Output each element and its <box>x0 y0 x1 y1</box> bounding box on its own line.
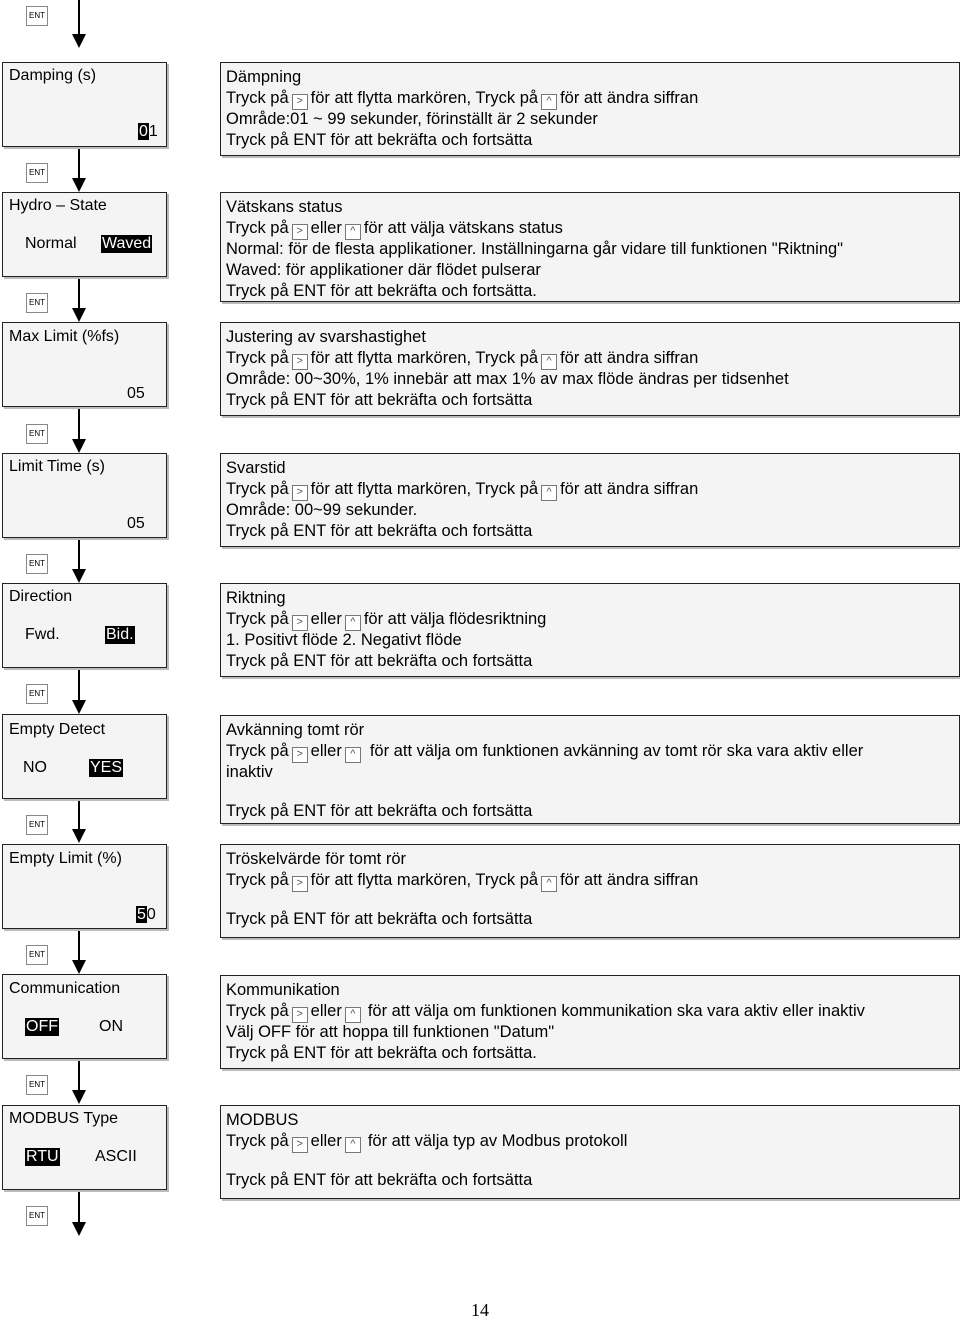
value-digit: 0 <box>146 906 156 923</box>
option-waved-selected: Waved <box>102 235 152 252</box>
screen-title: Max Limit (%fs) <box>9 328 120 345</box>
text: för att ändra siffran <box>560 349 699 367</box>
description-box-empty-limit <box>220 844 960 938</box>
lcd-screen-empty-detect <box>2 714 167 799</box>
arrow-right-key-icon: > <box>292 94 308 110</box>
arrow-right-key-icon: > <box>292 1137 308 1153</box>
description-line <box>226 349 698 370</box>
text: för att flytta markören, Tryck på <box>310 871 539 889</box>
screen-value <box>136 906 156 924</box>
text: Tryck på <box>226 742 289 760</box>
arrow-right-key-icon: > <box>292 1007 308 1023</box>
description-title: Dämpning <box>226 68 302 86</box>
arrow-right-key-icon: > <box>292 485 308 501</box>
description-line <box>226 219 563 240</box>
description-title: Kommunikation <box>226 981 340 999</box>
text: Tryck på <box>226 219 289 237</box>
description-box-max-limit <box>220 322 960 416</box>
arrow-down-icon <box>72 34 86 48</box>
description-box-empty-detect <box>220 715 960 824</box>
flow-line <box>78 798 80 829</box>
option-off-selected: OFF <box>26 1018 58 1035</box>
description-line <box>226 480 698 501</box>
description-box-communication <box>220 975 960 1069</box>
flow-line <box>78 928 80 960</box>
description-line: Välj OFF för att hoppa till funktionen "Datum" <box>226 1023 555 1041</box>
text: för att välja typ av Modbus protokoll <box>367 1132 628 1150</box>
description-line: Tryck på ENT för att bekräfta och fortsätta. <box>226 1044 537 1062</box>
text: för att flytta markören, Tryck på <box>310 89 539 107</box>
text: eller <box>310 1132 342 1150</box>
flow-line <box>78 1058 80 1090</box>
lcd-screen-empty-limit <box>2 844 167 929</box>
description-box-hydro-state <box>220 192 960 302</box>
description-line: 1. Positivt flöde 2. Negativt flöde <box>226 631 462 649</box>
text: för att välja vätskans status <box>363 219 563 237</box>
screen-title: MODBUS Type <box>9 1110 119 1127</box>
screen-title: Communication <box>9 980 121 997</box>
cursor-digit: 5 <box>137 906 146 923</box>
description-line <box>226 1132 627 1153</box>
description-line: Tryck på ENT för att bekräfta och fortsätta <box>226 1171 533 1189</box>
text: Tryck på <box>226 871 289 889</box>
option-no: NO <box>23 759 47 776</box>
arrow-up-key-icon: ^ <box>345 1007 361 1023</box>
text: för att ändra siffran <box>560 871 699 889</box>
description-title: Svarstid <box>226 459 286 477</box>
description-box-modbus <box>220 1105 960 1199</box>
screen-value: 05 <box>127 515 145 532</box>
screen-title: Empty Limit (%) <box>9 850 122 867</box>
text: för att välja flödesriktning <box>363 610 547 628</box>
text: eller <box>310 742 342 760</box>
description-line: Normal: för de flesta applikationer. Inställningarna går vidare till funktionen "Riktning" <box>226 240 844 258</box>
lcd-screen-max-limit <box>2 322 167 407</box>
description-line <box>226 871 698 892</box>
flow-line <box>78 667 80 700</box>
cursor-digit: 0 <box>139 123 148 140</box>
description-line: Tryck på ENT för att bekräfta och fortsätta <box>226 522 533 540</box>
text: Tryck på <box>226 349 289 367</box>
description-line <box>226 610 546 631</box>
description-title: Avkänning tomt rör <box>226 721 365 739</box>
description-title: MODBUS <box>226 1111 299 1129</box>
option-rtu-selected: RTU <box>26 1148 59 1165</box>
option-bid-selected: Bid. <box>106 626 134 643</box>
arrow-down-icon <box>72 569 86 583</box>
arrow-right-key-icon: > <box>292 615 308 631</box>
arrow-down-icon <box>72 439 86 453</box>
text: för att ändra siffran <box>560 89 699 107</box>
ent-key-icon: ENT <box>26 424 48 444</box>
screen-title: Direction <box>9 588 73 605</box>
text: för att välja om funktionen kommunikation ska vara aktiv eller inaktiv <box>367 1002 865 1020</box>
ent-key-icon: ENT <box>26 815 48 835</box>
arrow-up-key-icon: ^ <box>345 1137 361 1153</box>
arrow-up-key-icon: ^ <box>345 224 361 240</box>
option-ascii: ASCII <box>95 1148 137 1165</box>
arrow-down-icon <box>72 829 86 843</box>
option-normal: Normal <box>25 235 77 252</box>
description-line: Område: 00~99 sekunder. <box>226 501 418 519</box>
description-line: Tryck på ENT för att bekräfta och fortsätta <box>226 802 533 820</box>
text: för att välja om funktionen avkänning av tomt rör ska vara aktiv eller <box>369 742 864 760</box>
lcd-screen-communication <box>2 974 167 1059</box>
description-line: Tryck på ENT för att bekräfta och fortsätta <box>226 131 533 149</box>
description-title: Vätskans status <box>226 198 343 216</box>
option-fwd: Fwd. <box>25 626 60 643</box>
text: för att flytta markören, Tryck på <box>310 480 539 498</box>
arrow-down-icon <box>72 700 86 714</box>
arrow-right-key-icon: > <box>292 876 308 892</box>
flow-line <box>78 537 80 569</box>
flow-line <box>78 0 80 34</box>
description-box-damping <box>220 62 960 156</box>
arrow-up-key-icon: ^ <box>541 876 557 892</box>
ent-key-icon: ENT <box>26 554 48 574</box>
arrow-up-key-icon: ^ <box>541 94 557 110</box>
screen-value <box>138 123 158 141</box>
text: Tryck på <box>226 1132 289 1150</box>
lcd-screen-direction <box>2 583 167 668</box>
text: Tryck på <box>226 610 289 628</box>
ent-key-icon: ENT <box>26 293 48 313</box>
arrow-down-icon <box>72 178 86 192</box>
ent-key-icon: ENT <box>26 1075 48 1095</box>
description-title: Riktning <box>226 589 286 607</box>
text: eller <box>310 610 342 628</box>
screen-title: Empty Detect <box>9 721 106 738</box>
text: eller <box>310 219 342 237</box>
text: Tryck på <box>226 1002 289 1020</box>
arrow-up-key-icon: ^ <box>345 615 361 631</box>
value-digit: 1 <box>148 123 158 140</box>
arrow-down-icon <box>72 960 86 974</box>
screen-title: Limit Time (s) <box>9 458 105 475</box>
lcd-screen-damping <box>2 62 167 147</box>
ent-key-icon: ENT <box>26 6 48 26</box>
description-line <box>226 1002 865 1023</box>
description-box-direction <box>220 583 960 677</box>
description-line: Tryck på ENT för att bekräfta och fortsätta. <box>226 282 537 300</box>
screen-title: Damping (s) <box>9 67 97 84</box>
flow-line <box>78 146 80 178</box>
description-line: Tryck på ENT för att bekräfta och fortsätta <box>226 652 533 670</box>
arrow-up-key-icon: ^ <box>541 485 557 501</box>
description-title: Justering av svarshastighet <box>226 328 426 346</box>
text: för att flytta markören, Tryck på <box>310 349 539 367</box>
description-line <box>226 89 698 110</box>
text: för att ändra siffran <box>560 480 699 498</box>
description-line: Tryck på ENT för att bekräfta och fortsätta <box>226 391 533 409</box>
description-box-limit-time <box>220 453 960 547</box>
arrow-right-key-icon: > <box>292 224 308 240</box>
arrow-down-icon <box>72 1222 86 1236</box>
description-line: Område:01 ~ 99 sekunder, förinställt är 2 sekunder <box>226 110 598 128</box>
arrow-down-icon <box>72 1090 86 1104</box>
description-line: Område: 00~30%, 1% innebär att max 1% av max flöde ändras per tidsenhet <box>226 370 789 388</box>
arrow-up-key-icon: ^ <box>345 747 361 763</box>
ent-key-icon: ENT <box>26 945 48 965</box>
description-line: Waved: för applikationer där flödet pulserar <box>226 261 541 279</box>
option-on: ON <box>99 1018 123 1035</box>
lcd-screen-modbus-type <box>2 1105 167 1190</box>
lcd-screen-hydro-state <box>2 192 167 277</box>
screen-value: 05 <box>127 385 145 402</box>
description-line <box>226 742 863 763</box>
flow-line <box>78 276 80 308</box>
description-title: Tröskelvärde för tomt rör <box>226 850 407 868</box>
option-yes-selected: YES <box>90 759 123 776</box>
arrow-right-key-icon: > <box>292 354 308 370</box>
text: Tryck på <box>226 480 289 498</box>
screen-title: Hydro – State <box>9 197 107 214</box>
flow-line <box>78 1189 80 1222</box>
flow-line <box>78 407 80 439</box>
arrow-down-icon <box>72 308 86 322</box>
ent-key-icon: ENT <box>26 684 48 704</box>
description-line: Tryck på ENT för att bekräfta och fortsätta <box>226 910 533 928</box>
description-line: inaktiv <box>226 763 273 781</box>
ent-key-icon: ENT <box>26 163 48 183</box>
text: Tryck på <box>226 89 289 107</box>
arrow-up-key-icon: ^ <box>541 354 557 370</box>
ent-key-icon: ENT <box>26 1206 48 1226</box>
page-number: 14 <box>471 1300 489 1320</box>
text: eller <box>310 1002 342 1020</box>
lcd-screen-limit-time <box>2 453 167 538</box>
arrow-right-key-icon: > <box>292 747 308 763</box>
